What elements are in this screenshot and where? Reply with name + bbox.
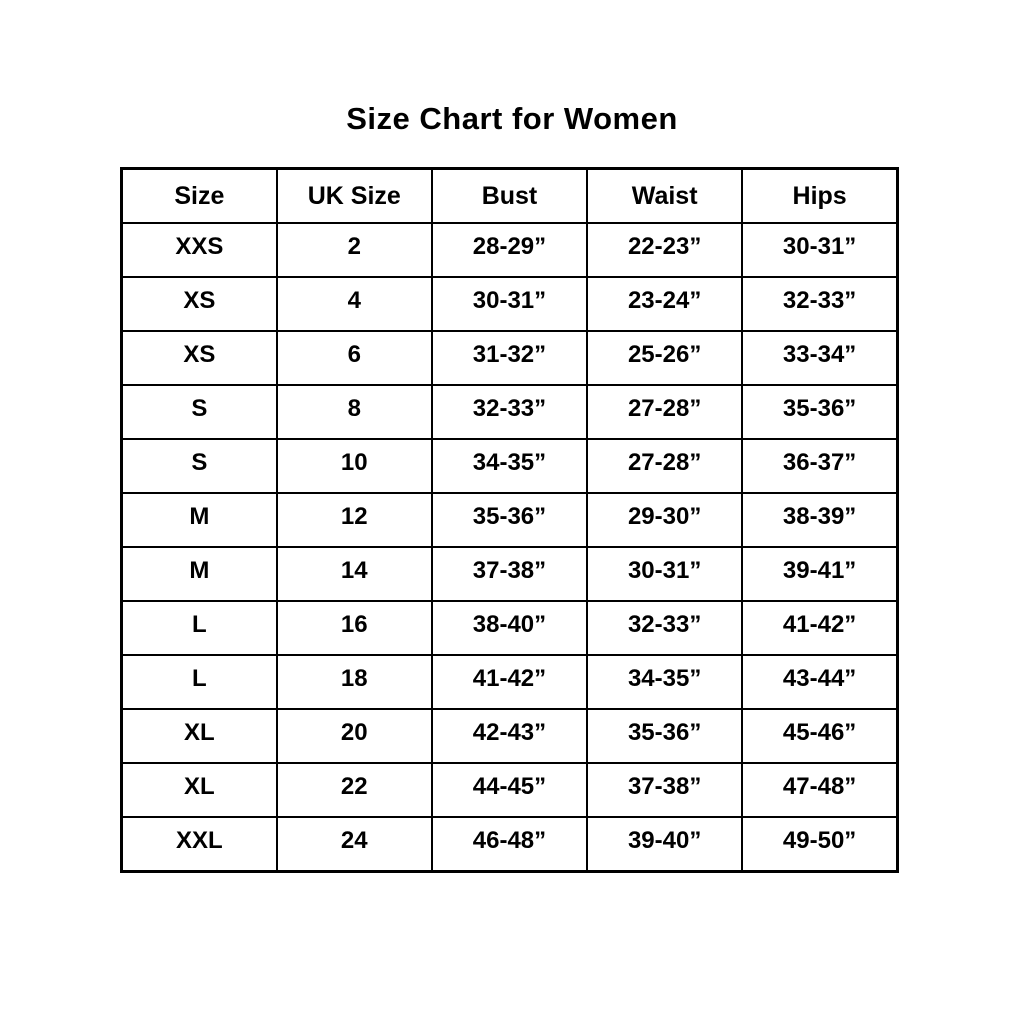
table-cell: 32-33” xyxy=(432,385,587,439)
table-cell: 22 xyxy=(277,763,432,817)
table-cell: 12 xyxy=(277,493,432,547)
table-cell: 43-44” xyxy=(742,655,897,709)
table-cell: 45-46” xyxy=(742,709,897,763)
table-cell: 31-32” xyxy=(432,331,587,385)
table-cell: S xyxy=(122,385,277,439)
table-row xyxy=(122,547,898,601)
column-header: UK Size xyxy=(277,169,432,224)
table-row xyxy=(122,439,898,493)
table-cell: S xyxy=(122,439,277,493)
column-header: Waist xyxy=(587,169,742,224)
table-cell: 41-42” xyxy=(432,655,587,709)
table-cell: 38-39” xyxy=(742,493,897,547)
table-body xyxy=(122,223,898,871)
table-cell: 4 xyxy=(277,277,432,331)
table-cell: XL xyxy=(122,709,277,763)
table-cell: XS xyxy=(122,277,277,331)
table-cell: L xyxy=(122,601,277,655)
table-cell: 30-31” xyxy=(432,277,587,331)
table-cell: M xyxy=(122,547,277,601)
table-cell: 47-48” xyxy=(742,763,897,817)
table-cell: 14 xyxy=(277,547,432,601)
table-cell: 42-43” xyxy=(432,709,587,763)
table-cell: 33-34” xyxy=(742,331,897,385)
table-cell: 35-36” xyxy=(742,385,897,439)
table-cell: 22-23” xyxy=(587,223,742,277)
table-cell: 27-28” xyxy=(587,439,742,493)
table-cell: 30-31” xyxy=(742,223,897,277)
column-header: Hips xyxy=(742,169,897,224)
table-cell: 46-48” xyxy=(432,817,587,871)
table-cell: 34-35” xyxy=(432,439,587,493)
table-cell: 37-38” xyxy=(587,763,742,817)
table-cell: 24 xyxy=(277,817,432,871)
table-cell: 28-29” xyxy=(432,223,587,277)
table-header xyxy=(122,169,898,224)
table-cell: 35-36” xyxy=(587,709,742,763)
table-row xyxy=(122,655,898,709)
table-cell: 32-33” xyxy=(587,601,742,655)
table-cell: 38-40” xyxy=(432,601,587,655)
table-row xyxy=(122,331,898,385)
table-cell: XXL xyxy=(122,817,277,871)
page-title: Size Chart for Women xyxy=(346,101,678,136)
table-cell: M xyxy=(122,493,277,547)
column-header: Size xyxy=(122,169,277,224)
table-cell: 29-30” xyxy=(587,493,742,547)
table-cell: 16 xyxy=(277,601,432,655)
table-cell: 35-36” xyxy=(432,493,587,547)
table-cell: 30-31” xyxy=(587,547,742,601)
table-cell: 6 xyxy=(277,331,432,385)
table-cell: L xyxy=(122,655,277,709)
table-cell: 8 xyxy=(277,385,432,439)
table-row xyxy=(122,277,898,331)
table-cell: 23-24” xyxy=(587,277,742,331)
table-row xyxy=(122,709,898,763)
table-row xyxy=(122,493,898,547)
size-chart-table xyxy=(120,167,899,873)
table-cell: 36-37” xyxy=(742,439,897,493)
table-cell: 49-50” xyxy=(742,817,897,871)
table-row xyxy=(122,223,898,277)
table-cell: 20 xyxy=(277,709,432,763)
table-cell: 39-41” xyxy=(742,547,897,601)
table-cell: 32-33” xyxy=(742,277,897,331)
table-cell: 18 xyxy=(277,655,432,709)
table-cell: 37-38” xyxy=(432,547,587,601)
table-cell: 27-28” xyxy=(587,385,742,439)
table-cell: 2 xyxy=(277,223,432,277)
table-cell: XXS xyxy=(122,223,277,277)
column-header: Bust xyxy=(432,169,587,224)
table-cell: XL xyxy=(122,763,277,817)
table-cell: 41-42” xyxy=(742,601,897,655)
table-cell: 25-26” xyxy=(587,331,742,385)
table-cell: 44-45” xyxy=(432,763,587,817)
table-cell: 34-35” xyxy=(587,655,742,709)
table-cell: XS xyxy=(122,331,277,385)
table-cell: 10 xyxy=(277,439,432,493)
table-row xyxy=(122,763,898,817)
header-row xyxy=(122,169,898,224)
table-row xyxy=(122,817,898,871)
table-row xyxy=(122,385,898,439)
table-cell: 39-40” xyxy=(587,817,742,871)
table-row xyxy=(122,601,898,655)
